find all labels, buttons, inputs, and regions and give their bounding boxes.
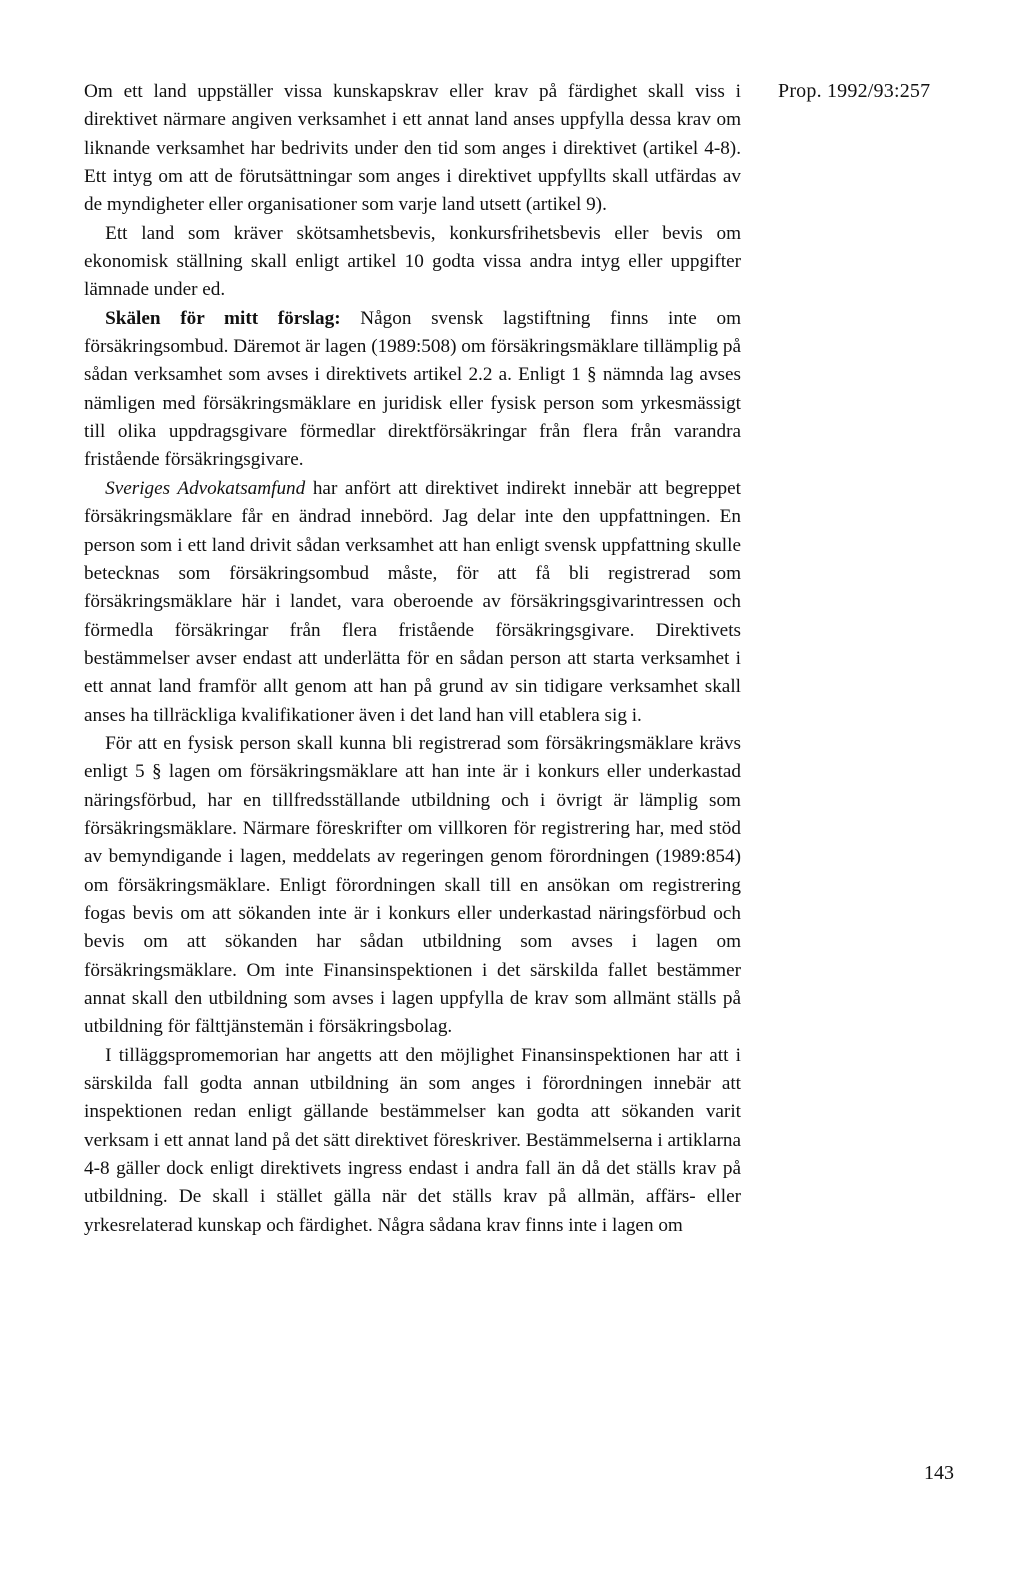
paragraph-3	[84, 305, 741, 475]
paragraph-6: I tilläggspromemorian har angetts att den möjlighet Finansinspektionen har att i särskilda fall godta annan utbildning än som anges i förordningen innebär att inspektionen redan enligt gällande bestämmelser kan godta att sökanden varit verksam i ett annat land på det sätt direktivet föreskriver. Bestämmelserna i artiklarna 4-8 gäller dock enligt direktivets ingress endast i andra fall än då det ställs krav på utbildning. De skall i stället gälla när det ställs krav på allmän, affärs- eller yrkesrelaterad kunskap och färdighet. Några sådana krav finns inte i lagen om	[84, 1044, 741, 1236]
paragraph-3-text: Någon svensk lagstiftning finns inte om försäkringsombud. Däremot är lagen (1989:508) om försäkringsmäklare tillämplig på sådan verksamhet som avses i direktivets artikel 2.2 a. Enligt 1 § nämnda lag avses nämligen med försäkringsmäklare en juridisk eller fysisk person som yrkesmässigt till olika uppdragsgivare förmedlar direktförsäkringar från flera från varandra fristående försäkringsgivare.	[84, 307, 742, 471]
section-heading: Skälen för mitt förslag:	[105, 307, 341, 329]
document-body	[84, 78, 741, 1240]
paragraph-2: Ett land som kräver skötsamhetsbevis, konkursfrihetsbevis eller bevis om ekonomisk ställning skall enligt artikel 10 godta vissa andra intyg eller uppgifter lämnade under ed.	[84, 222, 741, 301]
paragraph-4-text: har anfört att direktivet indirekt innebär att begreppet försäkringsmäklare får en ändrad innebörd. Jag delar inte den uppfattningen. En person som i ett land drivit sådan verksamhet att han enligt svensk uppfattning skulle betecknas som försäkringsombud måste, för att få bli registrerad som försäkringsmäklare här i landet, vara oberoende av försäkringsgivarintressen och förmedla försäkringar från flera fristående försäkringsgivare. Direktivets bestämmelser avser endast att underlätta för en sådan person att starta verksamhet i ett annat land framför allt genom att han på grund av sin tidigare verksamhet skall anses ha tillräckliga kvalifikationer även i det land han vill etablera sig i.	[84, 477, 741, 726]
paragraph-5: För att en fysisk person skall kunna bli registrerad som försäkringsmäklare krävs enligt 5 § lagen om försäkringsmäklare att han inte är i konkurs eller underkastad näringsförbud, har en tillfredsställande utbildning och i övrigt är lämplig som försäkringsmäklare. Närmare föreskrifter om villkoren för registrering har, med stöd av bemyndigande i lagen, meddelats av regeringen genom förordningen (1989:854) om försäkringsmäklare. Enligt förordningen skall till en ansökan om registrering fogas bevis om att sökanden inte är i konkurs eller underkastad näringsförbud och bevis om att sökanden har sådan utbildning som avses i lagen om försäkringsmäklare. Om inte Finansinspektionen i det särskilda fallet bestämmer annat skall den utbildning som avses i lagen uppfylla de krav som allmänt ställs på utbildning för fälttjänstemän i försäkringsbolag.	[84, 732, 741, 1038]
proposition-reference: Prop. 1992/93:257	[778, 80, 931, 102]
paragraph-1: Om ett land uppställer vissa kunskapskrav eller krav på färdighet skall viss i direktivet närmare angiven verksamhet i ett annat land anses uppfylla dessa krav om liknande verksamhet har bedrivits under den tid som anges i direktivet (artikel 4-8). Ett intyg om att de förutsättningar som anges i direktivet uppfyllts skall utfärdas av de myndigheter eller organisationer som varje land utsett (artikel 9).	[84, 81, 741, 216]
paragraph-4	[84, 475, 741, 730]
page-number: 143	[924, 1462, 954, 1484]
organization-name: Sveriges Advokatsamfund	[105, 477, 306, 499]
